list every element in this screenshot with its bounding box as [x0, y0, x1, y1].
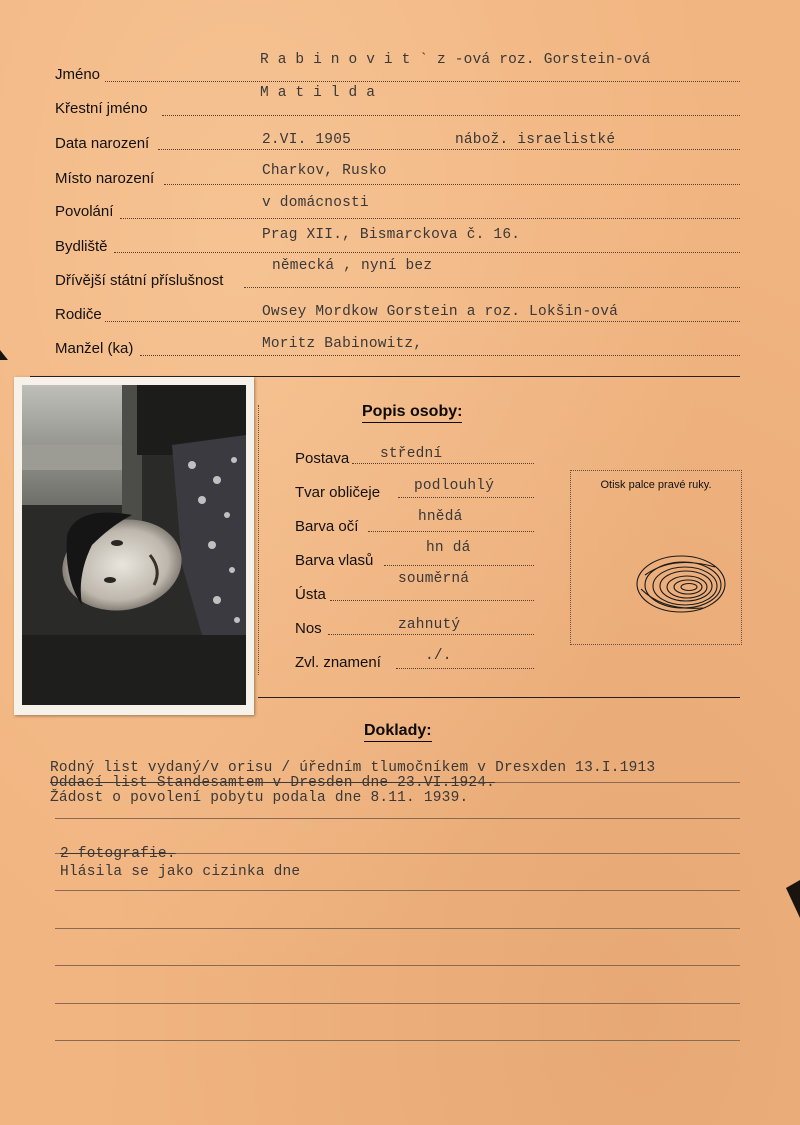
ruled-line	[55, 928, 740, 929]
dotted-line	[384, 565, 534, 566]
ruled-line	[55, 1040, 740, 1041]
value-barva-oci: hnědá	[418, 509, 463, 525]
value-usta: souměrná	[398, 571, 470, 587]
ruled-line	[55, 890, 740, 891]
value-barva-vlasu: hn dá	[426, 540, 471, 556]
document-line: Oddací list Standesamtem v Dresden dne 23.VI.1924.	[50, 775, 496, 791]
label-tvar-obliceje: Tvar obličeje	[295, 484, 381, 501]
dotted-line	[352, 463, 534, 464]
dotted-line	[162, 115, 740, 116]
dotted-line	[114, 252, 740, 253]
dotted-bracket	[258, 405, 259, 675]
ruled-line	[55, 965, 740, 966]
value-surname: Rabinovit`z	[260, 52, 455, 68]
label-bydliste: Bydliště	[55, 238, 108, 255]
dotted-line	[328, 634, 534, 635]
label-jmeno: Jméno	[55, 66, 101, 83]
label-manzel: Manžel (ka)	[55, 340, 134, 357]
photo-image	[22, 385, 246, 705]
value-rodice: Owsey Mordkow Gorstein a roz. Lokšin-ová	[262, 304, 619, 320]
value-surname-rest: -ová roz. Gorstein-ová	[454, 52, 651, 68]
documents-heading: Doklady:	[364, 722, 432, 742]
thumbprint-box	[570, 470, 742, 645]
label-data-narozeni: Data narození	[55, 135, 150, 152]
value-jmeno	[260, 52, 651, 68]
document-line: Hlásila se jako cizinka dne	[60, 864, 301, 880]
ruled-line	[55, 818, 740, 819]
dotted-line	[158, 149, 740, 150]
dotted-line	[120, 218, 740, 219]
value-manzel: Moritz Babinowitz,	[262, 336, 423, 352]
dotted-line	[398, 497, 534, 498]
dotted-line	[164, 184, 740, 185]
label-usta: Ústa	[295, 586, 326, 603]
label-barva-vlasu: Barva vlasů	[295, 552, 374, 569]
value-tvar-obliceje: podlouhlý	[414, 478, 495, 494]
value-krestni-jmeno: Matilda	[260, 85, 384, 101]
label-barva-oci: Barva očí	[295, 518, 359, 535]
label-zvl-znameni: Zvl. znamení	[295, 654, 381, 671]
thumbprint-image	[633, 553, 729, 615]
value-misto-narozeni: Charkov, Rusko	[262, 163, 387, 179]
value-postava: střední	[380, 446, 443, 462]
value-nabozenstvi: nábož. israelistké	[455, 132, 616, 148]
dotted-line	[396, 668, 534, 669]
label-statni-prislusnost: Dřívější státní příslušnost	[55, 272, 224, 289]
label-postava: Postava	[295, 450, 350, 467]
ruled-line	[55, 1003, 740, 1004]
value-nos: zahnutý	[398, 617, 461, 633]
document-line: Žádost o povolení pobytu podala dne 8.11. 1939.	[50, 790, 469, 806]
label-krestni-jmeno: Křestní jméno	[55, 100, 148, 117]
document-line: 2 fotografie.	[60, 846, 176, 862]
section-divider	[258, 697, 740, 698]
value-povolani: v domácnosti	[262, 195, 369, 211]
value-bydliste: Prag XII., Bismarckova č. 16.	[262, 227, 521, 243]
label-nos: Nos	[295, 620, 322, 637]
dotted-line	[330, 600, 534, 601]
label-misto-narozeni: Místo narození	[55, 170, 155, 187]
document-line: Rodný list vydaný/v orisu / úředním tlumočníkem v Dresxden 13.I.1913	[50, 760, 656, 776]
photograph	[14, 377, 254, 715]
description-heading: Popis osoby:	[362, 403, 462, 423]
dotted-line	[368, 531, 534, 532]
value-zvl-znameni: ./.	[425, 648, 452, 664]
label-rodice: Rodiče	[55, 306, 102, 323]
dotted-line	[140, 355, 740, 356]
edge-mark	[0, 342, 10, 362]
dotted-line	[105, 321, 740, 322]
dotted-line	[105, 81, 740, 82]
value-statni-prislusnost: německá , nyní bez	[272, 258, 433, 274]
thumbprint-label: Otisk palce pravé ruky.	[600, 479, 712, 491]
value-data-narozeni: 2.VI. 1905	[262, 132, 352, 148]
label-povolani: Povolání	[55, 203, 114, 220]
edge-mark	[780, 880, 800, 920]
dotted-line	[244, 287, 740, 288]
